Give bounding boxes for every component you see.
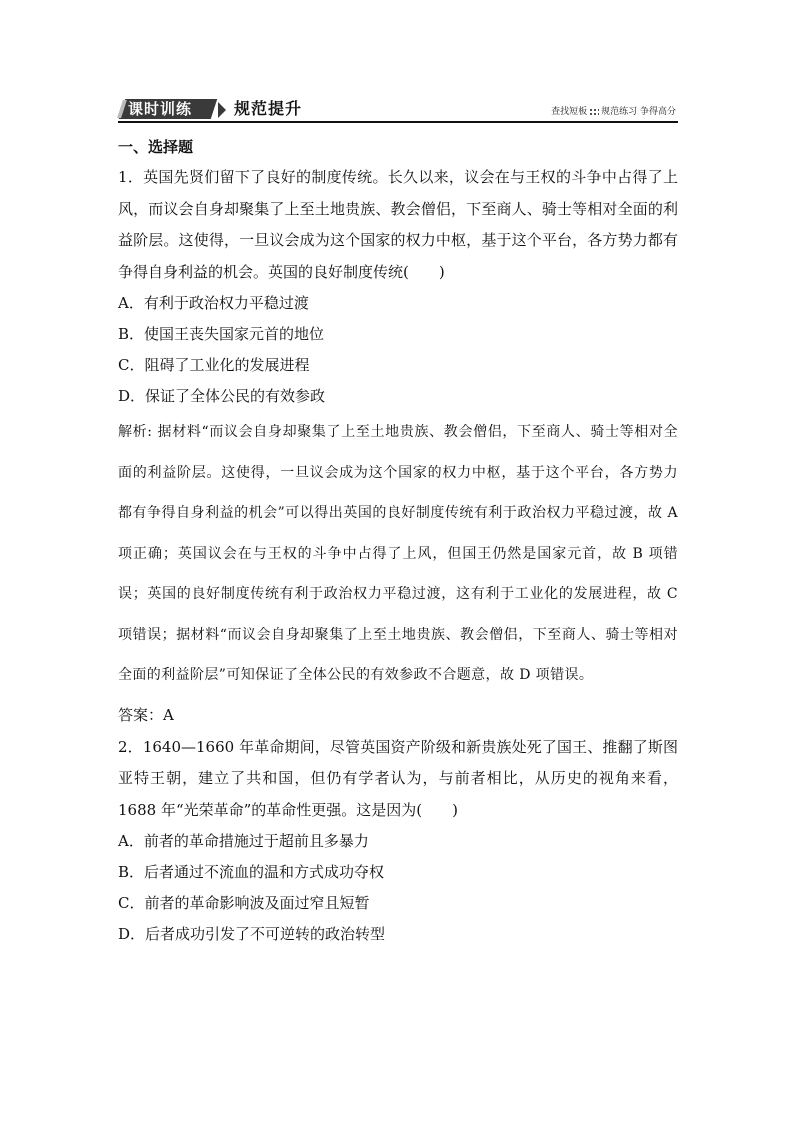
chevron-right-icon — [218, 102, 226, 118]
header-slogan-right: 规范练习 争得高分 — [601, 107, 676, 117]
question-2 — [118, 732, 678, 951]
answer: 答案：A — [118, 705, 174, 724]
option-c: C．前者的革命影响波及面过窄且短暂 — [118, 894, 370, 912]
analysis — [118, 412, 678, 696]
option-b: B．使国王丧失国家元首的地位 — [118, 325, 325, 343]
header-slogan — [551, 106, 676, 118]
header-rule — [118, 121, 678, 123]
analysis-label: 解析: — [118, 424, 153, 440]
header-title: 规范提升 — [234, 99, 303, 118]
question-stem: 2．1640—1660 年革命期间，尽管英国资产阶级和新贵族处死了国王、推翻了斯图亚特王朝，建立了共和国，但仍有学者认为，与前者相比，从历史的视角来看，1688 年“光荣革命”的革命性更强。这是因为( ) — [118, 737, 678, 819]
dots-separator-icon — [589, 108, 599, 116]
option-d: D．后者成功引发了不可逆转的政治转型 — [118, 925, 386, 943]
question-1 — [118, 162, 678, 732]
option-c: C．阻碍了工业化的发展进程 — [118, 356, 310, 374]
option-d: D．保证了全体公民的有效参政 — [118, 387, 326, 405]
header-badge-label: 课时训练 — [128, 100, 193, 118]
header-banner — [118, 99, 678, 123]
section-title: 一、选择题 — [118, 138, 194, 156]
question-stem: 1．英国先贤们留下了良好的制度传统。长久以来，议会在与王权的斗争中占得了上风，而议会自身却聚集了上至土地贵族、教会僧侣，下至商人、骑士等相对全面的利益阶层。这使得，一旦议会成为这个国家的权力中枢，基于这个平台，各方势力都有争得自身利益的机会。英国的良好制度传统( ) — [118, 168, 678, 281]
header-slogan-left: 查找短板 — [551, 107, 588, 117]
option-a: A．有利于政治权力平稳过渡 — [118, 294, 309, 312]
option-a: A．前者的革命措施过于超前且多暴力 — [118, 832, 369, 850]
document-body — [118, 136, 678, 950]
option-b: B．后者通过不流血的温和方式成功夺权 — [118, 863, 385, 881]
analysis-text: 据材料“而议会自身却聚集了上至土地贵族、教会僧侣，下至商人、骑士等相对全面的利益阶层。这使得，一旦议会成为这个国家的权力中枢，基于这个平台，各方势力都有争得自身利益的机会”可以得出英国的良好制度传统有利于政治权力平稳过渡，故 A 项正确；英国议会在与王权的斗争中占得了上风，但国王仍然是国家元首，故 B 项错误；英国的良好制度传统有利于政治权力平稳过渡，这有利于工业化的发展进程，故 C 项错误；据材料“而议会自身却聚集了上至土地贵族、教会僧侣，下至商人、骑士等相对全面的利益阶层”可知保证了全体公民的有效参政不合题意，故 D 项错误。 — [118, 424, 678, 683]
